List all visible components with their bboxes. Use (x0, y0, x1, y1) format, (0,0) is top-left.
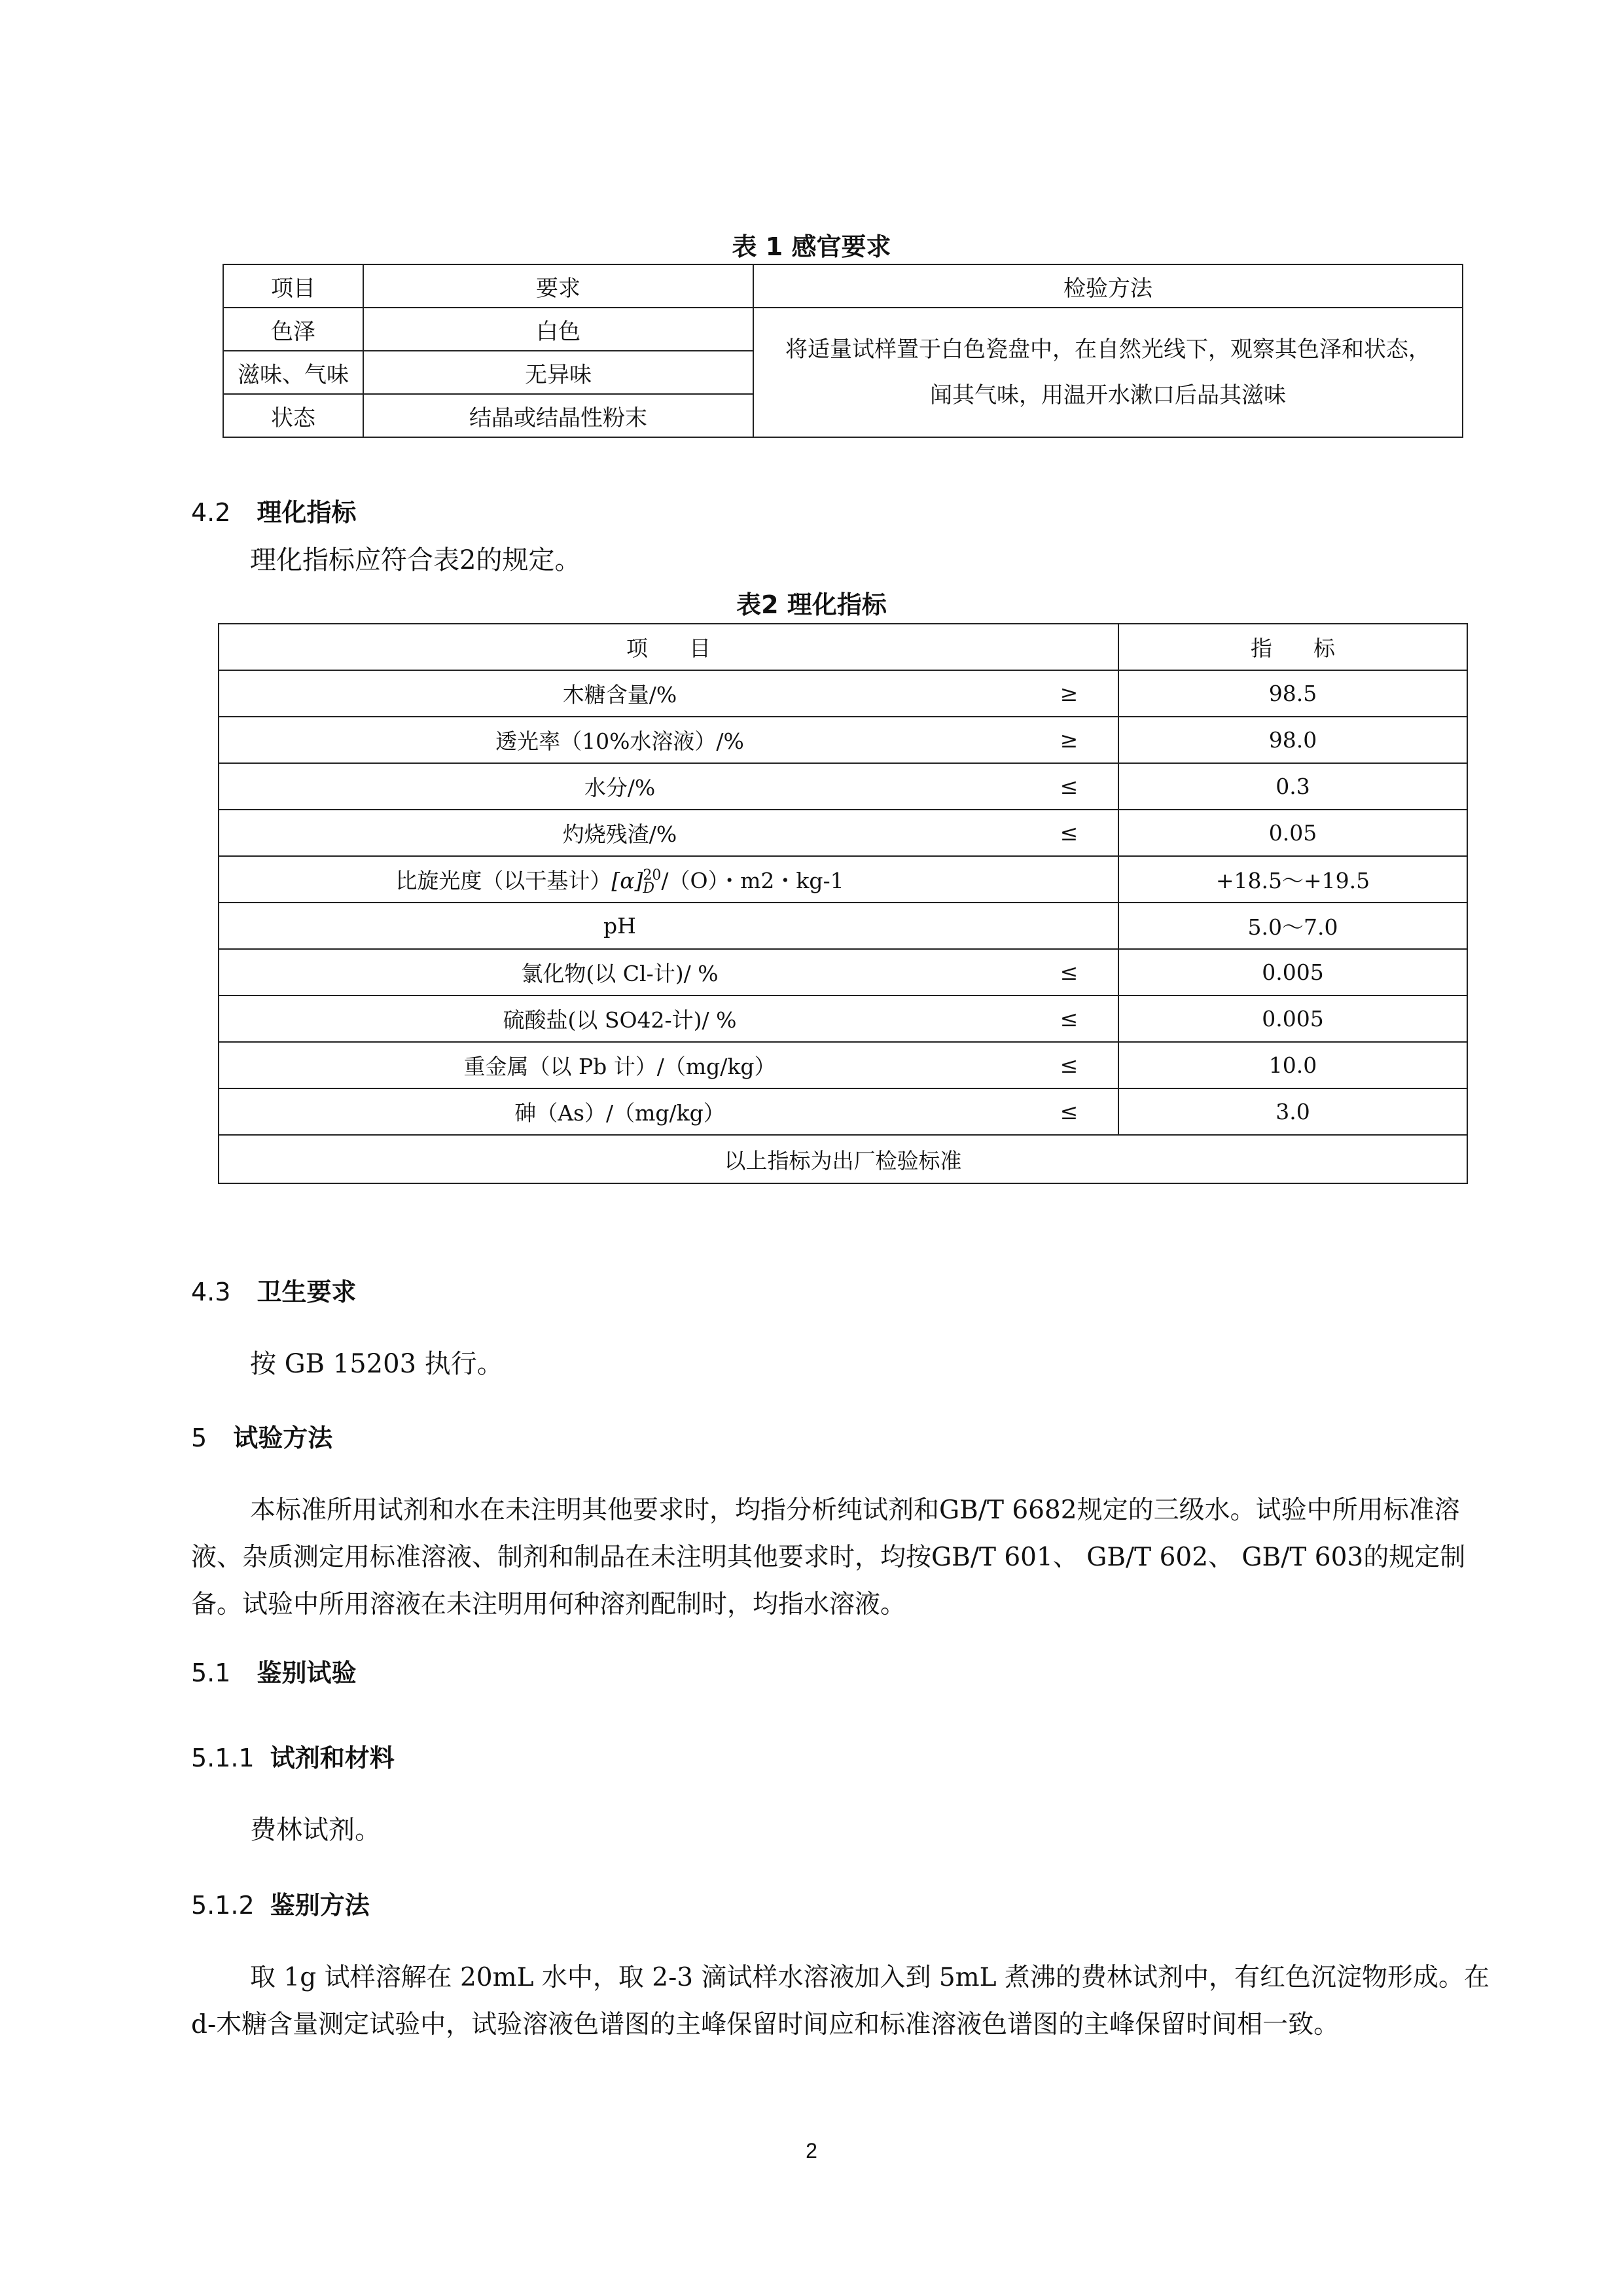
row-requirement: 白色 (363, 308, 753, 351)
table-row (219, 996, 1467, 1042)
row-item: 透光率（10%水溶液）/% (219, 717, 1020, 763)
row-value: 10.0 (1118, 1042, 1467, 1088)
table1-caption: 表 1 感官要求 (732, 232, 891, 261)
table-row (219, 856, 1467, 903)
row-operator: ≤ (1020, 1088, 1118, 1135)
section-heading-5 (191, 1418, 332, 1454)
table-footer: 以上指标为出厂检验标准 (219, 1135, 1467, 1183)
section-heading-5-1-1 (191, 1738, 395, 1774)
header-item: 项目 (223, 264, 363, 308)
row-item: 状态 (223, 394, 363, 437)
table-header-row (223, 264, 1463, 308)
section-title: 卫生要求 (257, 1278, 357, 1306)
row-operator: ≤ (1020, 763, 1118, 810)
row-value: 98.5 (1118, 670, 1467, 717)
section-number: 4.3 (191, 1278, 231, 1306)
section-title: 试剂和材料 (270, 1744, 395, 1772)
section-title: 鉴别方法 (270, 1891, 370, 1920)
row-requirement: 结晶或结晶性粉末 (363, 394, 753, 437)
table2-caption: 表2 理化指标 (736, 590, 887, 619)
section-number: 5 (191, 1424, 207, 1452)
page-number: 2 (806, 2139, 817, 2162)
table-row (219, 763, 1467, 810)
sensory-requirements-table (223, 264, 1463, 438)
row-item-prefix: 比旋光度（以干基计） (395, 867, 612, 893)
row-item: 重金属（以 Pb 计）/（mg/kg） (219, 1042, 1020, 1088)
alpha-super-sub (643, 869, 661, 895)
paragraph: 按 GB 15203 执行。 (250, 1349, 503, 1379)
section-number: 5.1.2 (191, 1891, 255, 1920)
row-operator: ≤ (1020, 810, 1118, 856)
row-item: 灼烧残渣/% (219, 810, 1020, 856)
table-row (223, 308, 1463, 351)
header-item: 项 目 (219, 624, 1118, 670)
section-title: 鉴别试验 (257, 1659, 357, 1687)
section-number: 5.1 (191, 1659, 231, 1687)
header-value: 指 标 (1118, 624, 1467, 670)
alpha-superscript: 20 (643, 867, 662, 884)
paragraph: 理化指标应符合表2的规定。 (250, 545, 581, 575)
section-title: 理化指标 (257, 498, 357, 527)
row-value: 0.3 (1118, 763, 1467, 810)
alpha-subscript: D (643, 880, 655, 897)
section-heading-5-1-2 (191, 1885, 370, 1921)
row-item: 硫酸盐(以 SO42-计)/ % (219, 996, 1020, 1042)
row-item: 色泽 (223, 308, 363, 351)
table-row (219, 949, 1467, 996)
section-heading-4-2 (191, 492, 356, 528)
paragraph: 本标准所用试剂和水在未注明其他要求时，均指分析纯试剂和GB/T 6682规定的三级水。试验中所用标准溶液、杂质测定用标准溶液、制剂和制品在未注明其他要求时，均按GB/T 601、 GB/T 602、 GB/T 603的规定制备。试验中所用溶液在未注明用何种溶剂配制时，均指水溶液。 (191, 1496, 1466, 1619)
table-header-row (219, 624, 1467, 670)
alpha-symbol: [α] (611, 867, 643, 893)
row-item: 砷（As）/（mg/kg） (219, 1088, 1020, 1135)
table-row (219, 717, 1467, 763)
row-value: +18.5～+19.5 (1118, 856, 1467, 903)
table-row (219, 903, 1467, 949)
row-operator: ≥ (1020, 717, 1118, 763)
header-requirement: 要求 (363, 264, 753, 308)
row-operator: ≥ (1020, 670, 1118, 717)
section-heading-5-1 (191, 1653, 356, 1689)
section-number: 4.2 (191, 498, 231, 527)
table-footer-row (219, 1135, 1467, 1183)
table-row (219, 810, 1467, 856)
row-value: 0.005 (1118, 949, 1467, 996)
row-item: 木糖含量/% (219, 670, 1020, 717)
row-value: 98.0 (1118, 717, 1467, 763)
row-operator: ≤ (1020, 949, 1118, 996)
paragraph: 取 1g 试样溶解在 20mL 水中，取 2-3 滴试样水溶液加入到 5mL 煮沸的费林试剂中，有红色沉淀物形成。在 d-木糖含量测定试验中，试验溶液色谱图的主峰保留时间应和标准溶液色谱图的主峰保留时间相一致。 (191, 1963, 1489, 2039)
row-item (219, 856, 1020, 903)
header-method: 检验方法 (753, 264, 1463, 308)
physicochemical-table (218, 623, 1468, 1184)
row-item: 水分/% (219, 763, 1020, 810)
row-item-suffix: /（O）・m2・kg-1 (661, 867, 844, 893)
row-value: 5.0～7.0 (1118, 903, 1467, 949)
row-item: pH (219, 903, 1020, 949)
row-value: 0.05 (1118, 810, 1467, 856)
paragraph: 费林试剂。 (250, 1815, 381, 1845)
method-line-1: 将适量试样置于白色瓷盘中，在自然光线下，观察其色泽和状态， (785, 336, 1431, 363)
row-requirement: 无异味 (363, 351, 753, 394)
table-row (219, 1088, 1467, 1135)
row-item: 滋味、气味 (223, 351, 363, 394)
row-operator: ≤ (1020, 996, 1118, 1042)
method-cell (753, 308, 1463, 437)
method-line-2: 闻其气味，用温开水漱口后品其滋味 (930, 382, 1286, 408)
row-item: 氯化物(以 Cl-计)/ % (219, 949, 1020, 996)
row-operator (1020, 856, 1118, 903)
section-number: 5.1.1 (191, 1744, 255, 1772)
row-value: 3.0 (1118, 1088, 1467, 1135)
table-row (219, 670, 1467, 717)
row-value: 0.005 (1118, 996, 1467, 1042)
section-title: 试验方法 (233, 1424, 333, 1452)
row-operator (1020, 903, 1118, 949)
section-heading-4-3 (191, 1272, 356, 1308)
table-row (219, 1042, 1467, 1088)
row-operator: ≤ (1020, 1042, 1118, 1088)
